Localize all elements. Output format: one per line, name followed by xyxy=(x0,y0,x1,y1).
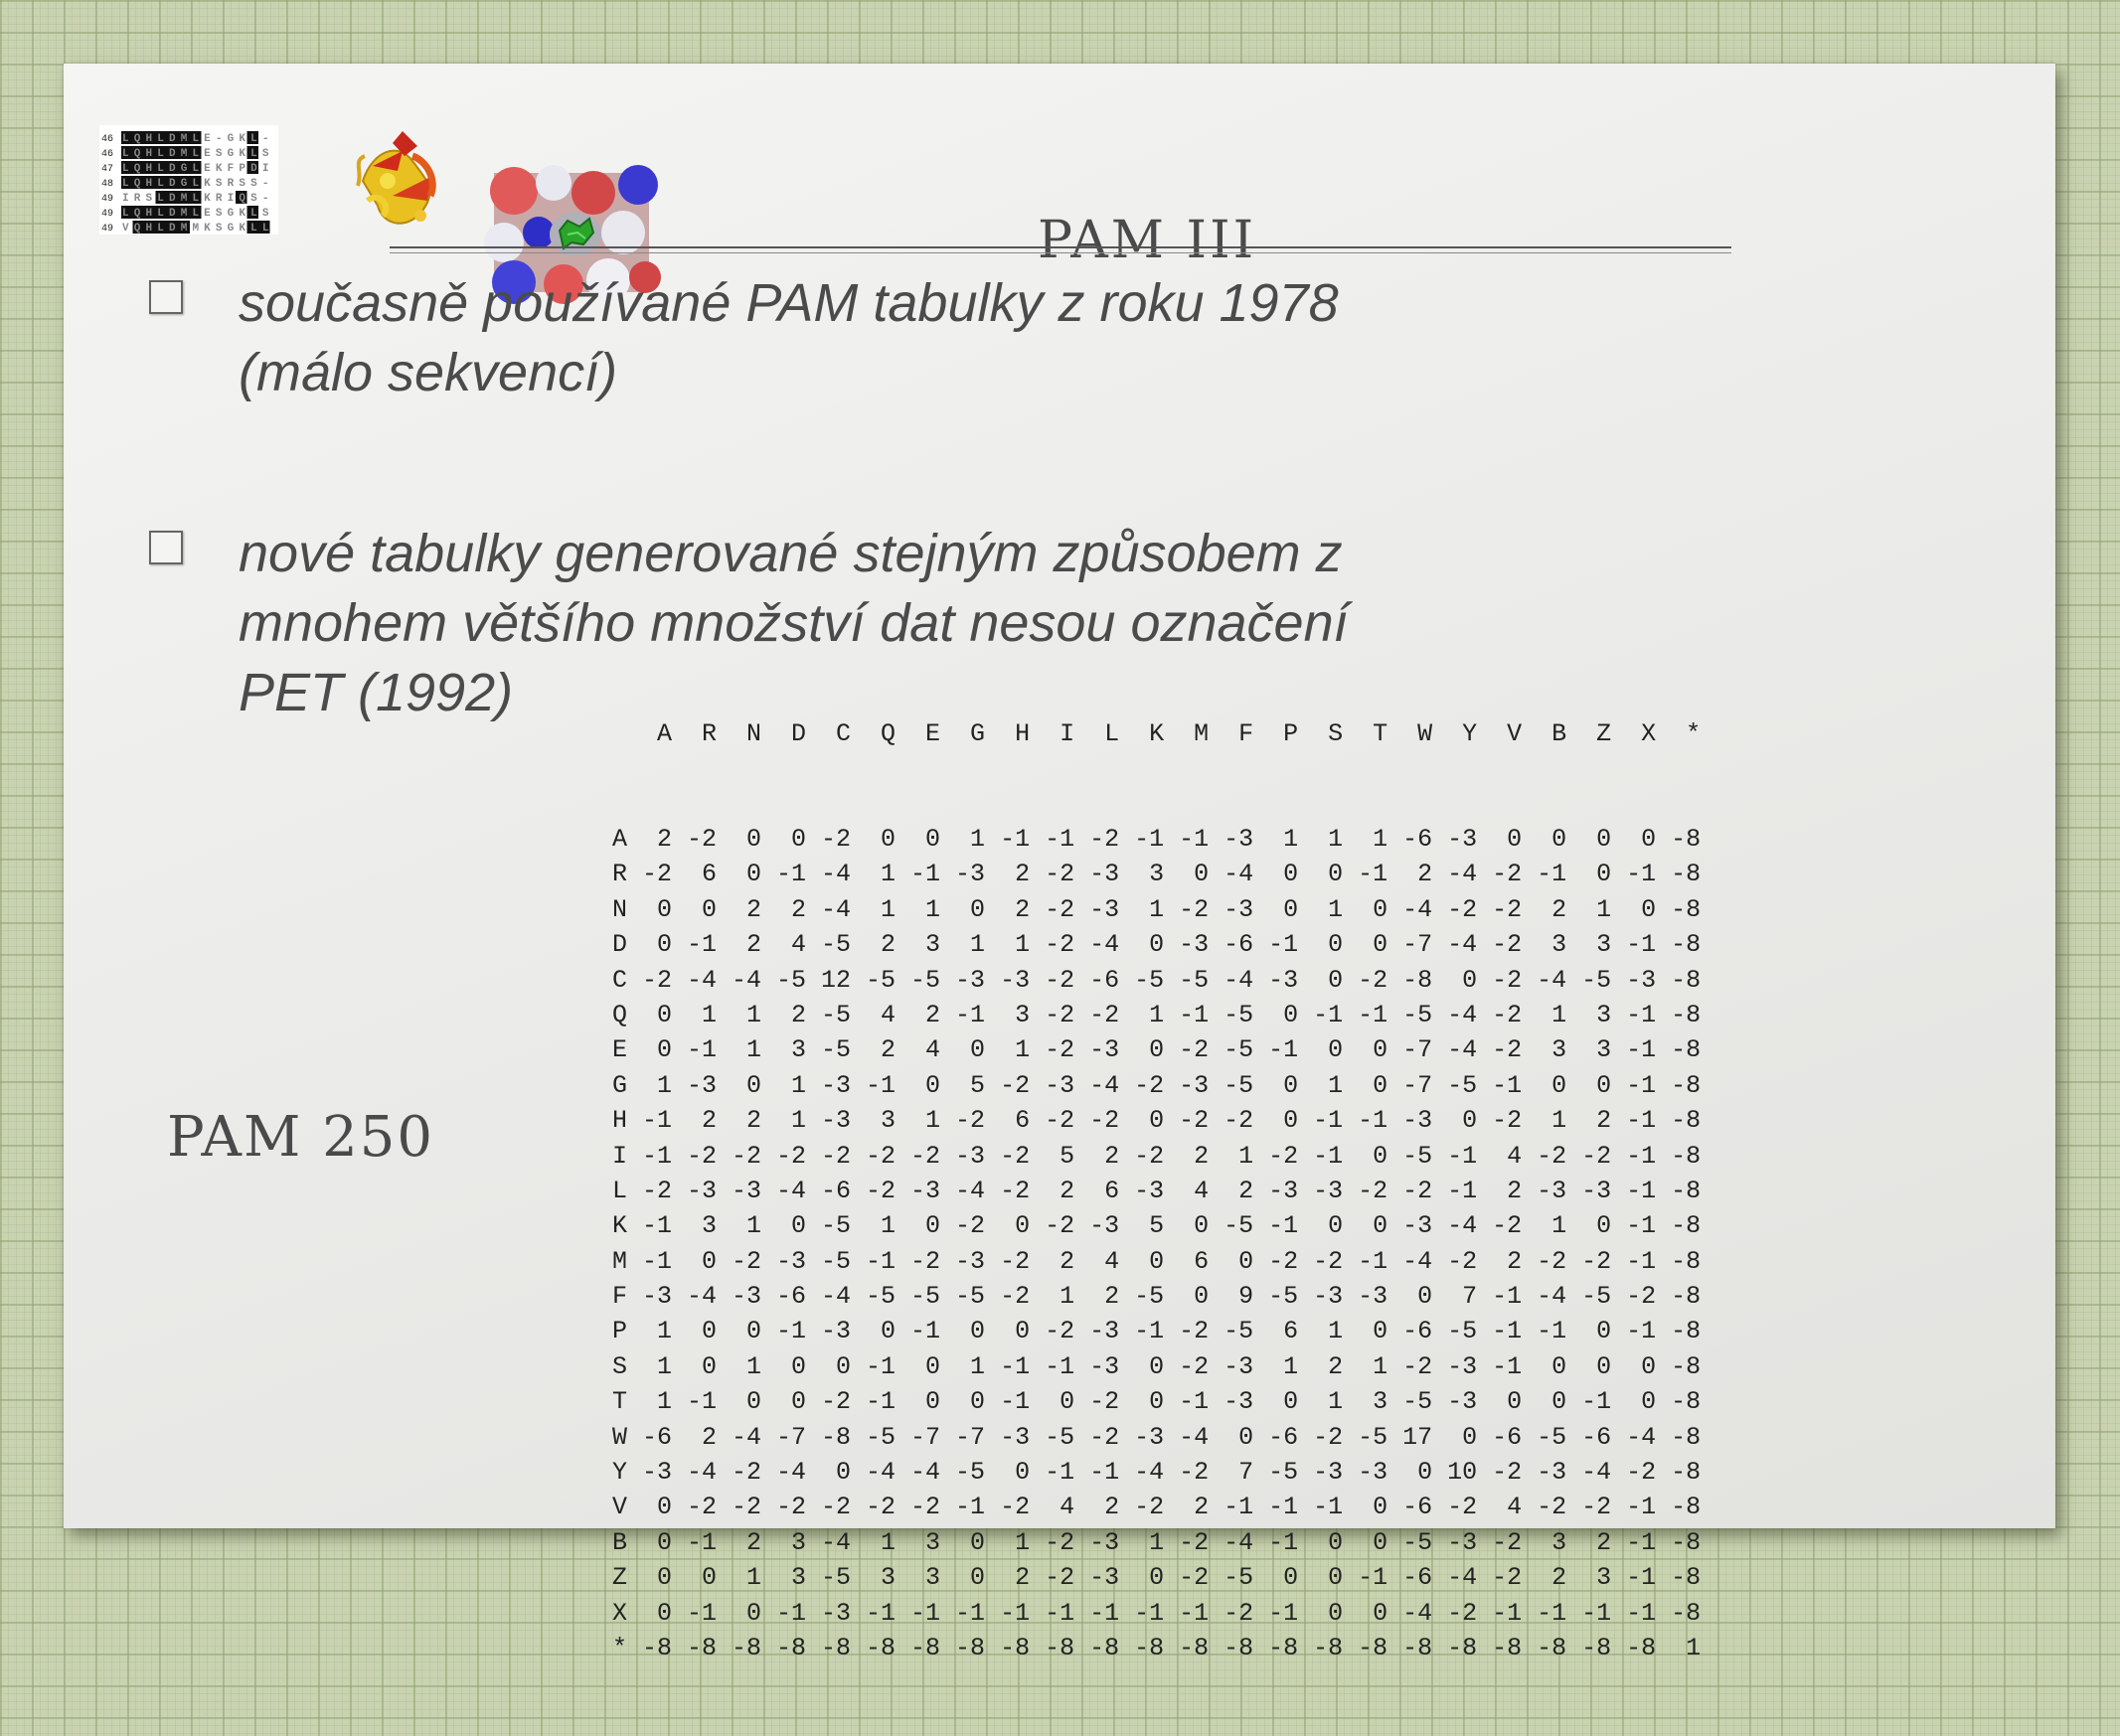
bullet-line: mnohem většího množství dat nesou označení xyxy=(239,593,1349,653)
matrix-row: A 2 -2 0 0 -2 0 0 1 -1 -1 -2 -1 -1 -3 1 1 1 -6 -3 0 0 0 0 -8 xyxy=(612,825,1702,855)
matrix-row: N 0 0 2 2 -4 1 1 0 2 -2 -3 1 -2 -3 0 1 0 -4 -2 -2 2 1 0 -8 xyxy=(612,894,1702,924)
matrix-row: P 1 0 0 -1 -3 0 -1 0 0 -2 -3 -1 -2 -5 6 1 0 -6 -5 -1 -1 0 -1 -8 xyxy=(612,1317,1702,1346)
matrix-row: F -3 -4 -3 -6 -4 -5 -5 -5 -2 1 2 -5 0 9 -5 -3 -3 0 7 -1 -4 -5 -2 -8 xyxy=(612,1282,1702,1312)
protein-structure-logo xyxy=(343,111,462,240)
matrix-row: * -8 -8 -8 -8 -8 -8 -8 -8 -8 -8 -8 -8 -8 -8 -8 -8 -8 -8 -8 -8 -8 -8 -8 1 xyxy=(612,1634,1702,1662)
pam250-matrix xyxy=(612,646,1701,1736)
matrix-row: S 1 0 1 0 0 -1 0 1 -1 -1 -3 0 -2 -3 1 2 1 -2 -3 -1 0 0 0 -8 xyxy=(612,1351,1702,1381)
slide xyxy=(64,64,2055,1662)
alignment-row-sequence: LQHLDMLESGKLS xyxy=(122,208,269,220)
alignment-row-number: 49 xyxy=(101,209,114,220)
sequence-alignment-logo xyxy=(99,125,278,235)
matrix-row: T 1 -1 0 0 -2 -1 0 0 -1 0 -2 0 -1 -3 0 1 3 -5 -3 0 0 -1 0 -8 xyxy=(612,1387,1702,1417)
alignment-row-sequence: IRSLDMLKRIQS- xyxy=(122,193,269,205)
checkbox-bullet-icon xyxy=(149,531,183,564)
matrix-row: B 0 -1 2 3 -4 1 3 0 1 -2 -3 1 -2 -4 -1 0 0 -5 -3 -2 3 2 -1 -8 xyxy=(612,1527,1702,1557)
bullet-line: PET (1992) xyxy=(239,663,514,722)
matrix-row: E 0 -1 1 3 -5 2 4 0 1 -2 -3 0 -2 -5 -1 0 0 -7 -4 -2 3 3 -1 -8 xyxy=(612,1035,1702,1065)
matrix-row: X 0 -1 0 -1 -3 -1 -1 -1 -1 -1 -1 -1 -1 -2 -1 0 0 -4 -2 -1 -1 -1 -1 -8 xyxy=(612,1598,1702,1628)
bullet-line: současně používané PAM tabulky z roku 1978 xyxy=(239,273,1339,333)
bullet-line: nové tabulky generované stejným způsobem z xyxy=(239,524,1343,583)
bullet-text xyxy=(239,268,1339,407)
matrix-row: I -1 -2 -2 -2 -2 -2 -2 -3 -2 5 2 -2 2 1 -2 -1 0 -5 -1 4 -2 -2 -1 -8 xyxy=(612,1141,1702,1171)
alignment-row-number: 49 xyxy=(101,224,114,235)
matrix-row: D 0 -1 2 4 -5 2 3 1 1 -2 -4 0 -3 -6 -1 0 0 -7 -4 -2 3 3 -1 -8 xyxy=(612,930,1702,960)
alignment-row-number: 48 xyxy=(101,179,114,190)
page-title: PAM III xyxy=(1038,211,1257,270)
matrix-row: C -2 -4 -4 -5 12 -5 -5 -3 -3 -2 -6 -5 -5 -4 -3 0 -2 -8 0 -2 -4 -5 -3 -8 xyxy=(612,965,1702,995)
alignment-row-sequence: LQHLDMLESGKLS xyxy=(122,148,269,160)
matrix-row: M -1 0 -2 -3 -5 -1 -2 -3 -2 2 4 0 6 0 -2 -2 -1 -4 -2 2 -2 -2 -1 -8 xyxy=(612,1246,1702,1276)
bullet-line: (málo sekvencí) xyxy=(239,343,618,402)
matrix-row: Q 0 1 1 2 -5 4 2 -1 3 -2 -2 1 -1 -5 0 -1 -1 -5 -4 -2 1 3 -1 -8 xyxy=(612,1000,1702,1029)
matrix-row: G 1 -3 0 1 -3 -1 0 5 -2 -3 -4 -2 -3 -5 0 1 0 -7 -5 -1 0 0 -1 -8 xyxy=(612,1070,1702,1100)
matrix-row: Z 0 0 1 3 -5 3 3 0 2 -2 -3 0 -2 -5 0 0 -1 -6 -4 -2 2 3 -1 -8 xyxy=(612,1563,1702,1593)
matrix-row: R -2 6 0 -1 -4 1 -1 -3 2 -2 -3 3 0 -4 0 0 -1 2 -4 -2 -1 0 -1 -8 xyxy=(612,860,1702,889)
alignment-row-sequence: VQHLDMMKSGKLL xyxy=(122,223,269,235)
alignment-row-sequence: LQHLDGLKSRSS- xyxy=(122,178,269,190)
alignment-row-number: 47 xyxy=(101,164,114,175)
matrix-label: PAM 250 xyxy=(167,1105,435,1170)
alignment-row-number: 49 xyxy=(101,194,114,205)
title-underline xyxy=(390,246,1731,253)
matrix-row: W -6 2 -4 -7 -8 -5 -7 -7 -3 -5 -2 -3 -4 0 -6 -2 -5 17 0 -6 -5 -6 -4 -8 xyxy=(612,1422,1702,1452)
matrix-row: H -1 2 2 1 -3 3 1 -2 6 -2 -2 0 -2 -2 0 -1 -1 -3 0 -2 1 2 -1 -8 xyxy=(612,1106,1702,1136)
alignment-row-number: 46 xyxy=(101,149,114,160)
checkbox-bullet-icon xyxy=(149,280,183,314)
alignment-row-number: 46 xyxy=(101,134,114,145)
matrix-row: K -1 3 1 0 -5 1 0 -2 0 -2 -3 5 0 -5 -1 0 0 -3 -4 -2 1 0 -1 -8 xyxy=(612,1211,1702,1241)
matrix-row: L -2 -3 -3 -4 -6 -2 -3 -4 -2 2 6 -3 4 2 -3 -3 -2 -2 -1 2 -3 -3 -1 -8 xyxy=(612,1176,1702,1205)
matrix-header-row: A R N D C Q E G H I L K M F P S T W Y V B Z X * xyxy=(612,718,1702,748)
alignment-row-sequence: LQHLDMLE-GKL- xyxy=(122,133,269,145)
alignment-row-sequence: LQHLDGLEKFPDI xyxy=(122,163,269,175)
matrix-row: Y -3 -4 -2 -4 0 -4 -4 -5 0 -1 -1 -4 -2 7 -5 -3 -3 0 10 -2 -3 -4 -2 -8 xyxy=(612,1458,1702,1488)
matrix-row: V 0 -2 -2 -2 -2 -2 -2 -1 -2 4 2 -2 2 -1 -1 -1 0 -6 -2 4 -2 -2 -1 -8 xyxy=(612,1493,1702,1522)
